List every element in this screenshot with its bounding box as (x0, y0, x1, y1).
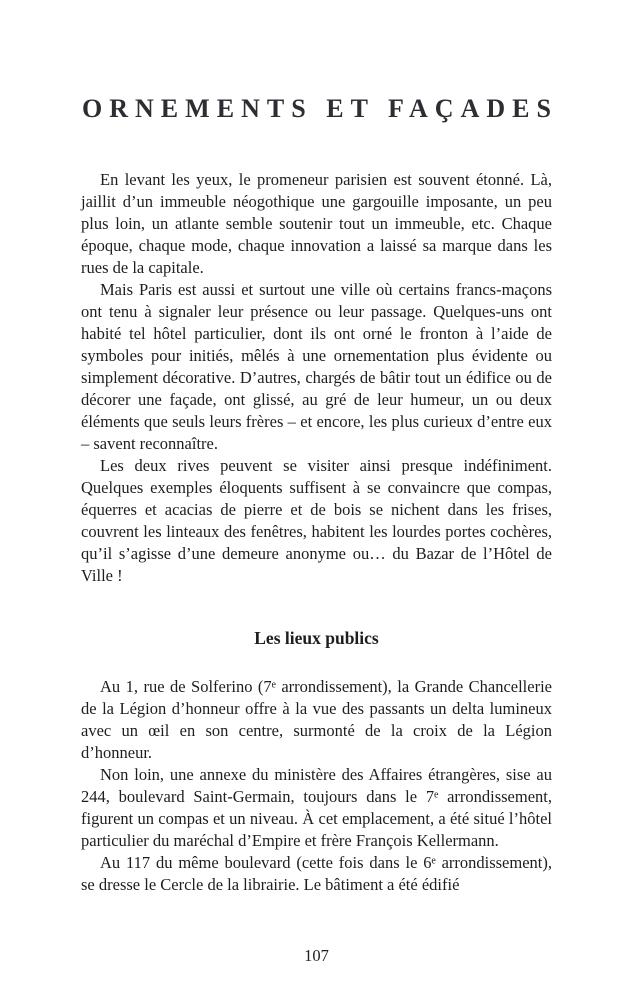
paragraph: En levant les yeux, le promeneur parisien est souvent étonné. Là, jaillit d’un immeuble néogothique une gargouille imposante, un peu plus loin, un atlante semble soutenir tout un immeuble, etc. Chaque époque, chaque mode, chaque innovation a laissé sa marque dans les rues de la capitale. (81, 170, 552, 277)
text-column (81, 169, 552, 896)
section-heading: Les lieux publics (254, 628, 379, 648)
paragraph: Au 1, rue de Solferino (7ᵉ arrondissement), la Grande Chancellerie de la Légion d’honneur offre à la vue des passants un delta lumineux avec un œil en son centre, surmonté de la croix de la Légion d’honneur. (81, 677, 552, 762)
paragraph: Au 117 du même boulevard (cette fois dans le 6ᵉ arrondissement), se dresse le Cercle de la librairie. Le bâtiment a été édifié (81, 853, 552, 894)
page-number: 107 (304, 946, 329, 965)
paragraph: Non loin, une annexe du ministère des Affaires étrangères, sise au 244, boulevard Saint-Germain, toujours dans le 7ᵉ arrondissement, figurent un compas et un niveau. À cet emplacement, a été situé l’hôtel particulier du maréchal d’Empire et frère François Kellermann. (81, 765, 552, 850)
chapter-title: ORNEMENTS ET FAÇADES (81, 94, 559, 123)
paragraph: Les deux rives peuvent se visiter ainsi presque indéfiniment. Quelques exemples éloquents suffisent à se convaincre que compas, équerres et acacias de pierre et de bois se nichent dans les frises, couvrent les linteaux des fenêtres, habitent les lourdes portes cochères, qu’il s’agisse d’une demeure anonyme ou… du Bazar de l’Hôtel de Ville ! (81, 456, 552, 585)
paragraph: Mais Paris est aussi et surtout une ville où certains francs-maçons ont tenu à signaler leur présence ou leur passage. Quelques-uns ont habité tel hôtel particulier, dont ils ont orné le fronton à l’aide de symboles pour initiés, mêlés à une ornementation plus évidente ou simplement décorative. D’autres, chargés de bâtir tout un édifice ou de décorer une façade, ont glissé, au gré de leur humeur, un ou deux éléments que seuls leurs frères – et encore, les plus curieux d’entre eux – savent reconnaître. (81, 280, 552, 453)
